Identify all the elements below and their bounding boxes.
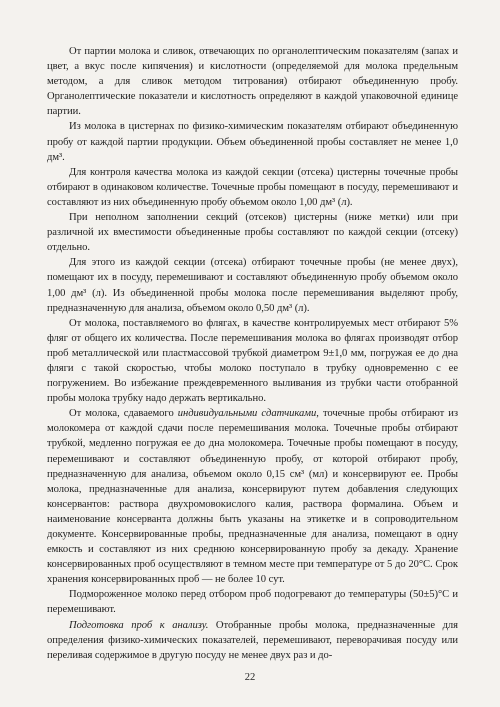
paragraph-7-rest: , точечные пробы отбирают из молокомера от каждой сдачи после перемешивания молока. Точечные пробы отбирают трубкой, медленно погружая ее до дна молокомера. Точечные пробы помещают в посуду, перемешивают и составляют объединенную пробу, от которой отбирают пробу, предназначенную для анализа, объемом около 0,15 см³ (мл) и консервируют ее. Пробы молока, предназначенные для анализа, консервируют путем добавления следующих консервантов: раствора двухромовокислого калия, раствора формалина. Объем и наименование консерванта должны быть указаны на этикетке и в сопроводительном документе. Консервированные пробы, предназначенные для анализа, помещают в одну емкость и составляют из них среднюю консервированную пробу за декаду. Хранение консервированных проб осуществляют в темном месте при температуре от 5 до 20°С. Срок хранения консервированных проб — не более 10 сут. [47, 408, 458, 586]
paragraph-3: Для контроля качества молока из каждой секции (отсека) цистерны точечные пробы отбирают в одинаковом количестве. Точечные пробы помещают в посуду, перемешивают и составляют из них объединенную пробу объемом около 1,00 дм³ (л). [47, 166, 458, 208]
paragraph-1: От партии молока и сливок, отвечающих по органолептическим показателям (запах и цвет, а вкус после кипячения) и кислотности (определяемой для молока предельным методом, а для сливок методом титрования) отбирают объединенную пробу. Органолептические показатели и кислотность определяют в каждой упаковочной единице партии. [47, 46, 458, 118]
paragraph-7 [47, 406, 458, 587]
paragraph-9-emphasis: Подготовка проб к анализу. [69, 619, 209, 631]
paragraph-9-rest: Отобранные пробы молока, предназначенные для определения физико-химических показателей, перемешивают, переворачивая посуду или переливая содержимое в другую посуду не менее двух раз и до- [47, 619, 458, 661]
body-text [47, 44, 458, 663]
paragraph-6: От молока, поставляемого во флягах, в качестве контролируемых мест отбирают 5% фляг от общего их количества. После перемешивания молока во флягах производят отбор проб металлической или пластмассовой трубкой диаметром 9±1,0 мм, погружая ее до дна фляги с такой скоростью, чтобы молоко поступало в трубку одновременно с ее погружением. Во избежание преждевременного выливания из трубки части отобранной пробы молока трубку надо держать вертикально. [47, 317, 458, 405]
paragraph-7-start: От молока, сдаваемого [69, 408, 178, 420]
page-number: 22 [244, 672, 256, 683]
paragraph-7-emphasis: индивидуальными сдатчиками [177, 408, 317, 420]
paragraph-4: При неполном заполнении секций (отсеков) цистерны (ниже метки) или при различной их вместимости объединенные пробы составляют по каждой секции (отсеку) отдельно. [47, 212, 458, 254]
paragraph-9 [47, 618, 458, 663]
paragraph-5: Для этого из каждой секции (отсека) отбирают точечные пробы (не менее двух), помещают их в посуду, перемешивают и составляют объединенную пробу объемом около 1,00 дм³ (л). Из объединенной пробы молока после перемешивания выделяют пробу, предназначенную для анализа, объемом около 0,50 дм³ (л). [47, 257, 458, 314]
paragraph-8: Подмороженное молоко перед отбором проб подогревают до температуры (50±5)°С и перемешивают. [47, 589, 458, 616]
paragraph-2: Из молока в цистернах по физико-химическим показателям отбирают объединенную пробу от каждой партии продукции. Объем объединенной пробы составляет не менее 1,0 дм³. [47, 121, 458, 163]
